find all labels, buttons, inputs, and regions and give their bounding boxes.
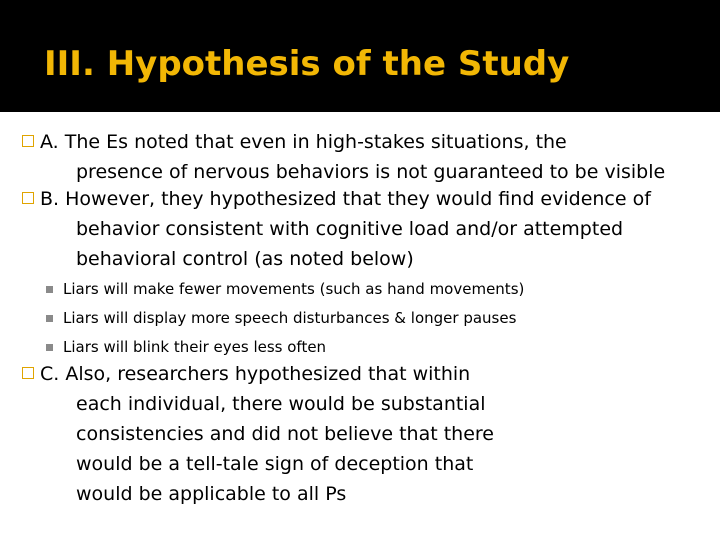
- bullet-a-line-2: presence of nervous behaviors is not guaranteed to be visible: [76, 161, 666, 183]
- sub-bullet-square-icon: [46, 344, 53, 351]
- bullet-b-text: [40, 184, 702, 274]
- sub-bullet-3-text: Liars will blink their eyes less often: [63, 338, 327, 356]
- title-band: [0, 0, 720, 112]
- bullet-c-line-5: would be applicable to all Ps: [76, 483, 347, 505]
- bullet-c: [22, 359, 702, 509]
- bullet-box-icon: [22, 192, 34, 204]
- bullet-c-line-2: each individual, there would be substantial: [76, 393, 486, 415]
- bullet-a: [22, 127, 702, 187]
- bullet-a-text: [40, 127, 702, 187]
- sub-bullet-2-text: Liars will display more speech disturbances & longer pauses: [63, 309, 517, 327]
- sub-bullet-1: [46, 275, 706, 303]
- sub-bullet-square-icon: [46, 315, 53, 322]
- bullet-b-line-3: behavioral control (as noted below): [76, 248, 414, 270]
- sub-bullet-1-text: Liars will make fewer movements (such as hand movements): [63, 280, 525, 298]
- bullet-b-line-2: behavior consistent with cognitive load and/or attempted: [76, 218, 624, 240]
- bullet-box-icon: [22, 367, 34, 379]
- sub-bullet-square-icon: [46, 286, 53, 293]
- bullet-c-line-1: C. Also, researchers hypothesized that within: [40, 363, 471, 385]
- bullet-c-line-3: consistencies and did not believe that there: [76, 423, 494, 445]
- slide-title: III. Hypothesis of the Study: [44, 44, 570, 84]
- bullet-c-line-4: would be a tell-tale sign of deception that: [76, 453, 474, 475]
- bullet-box-icon: [22, 135, 34, 147]
- bullet-b-line-1: B. However, they hypothesized that they would find evidence of: [40, 188, 651, 210]
- sub-bullet-3: [46, 333, 706, 361]
- bullet-c-text: [40, 359, 702, 509]
- bullet-a-line-1: A. The Es noted that even in high-stakes situations, the: [40, 131, 567, 153]
- bullet-b: [22, 184, 702, 274]
- sub-bullet-2: [46, 304, 706, 332]
